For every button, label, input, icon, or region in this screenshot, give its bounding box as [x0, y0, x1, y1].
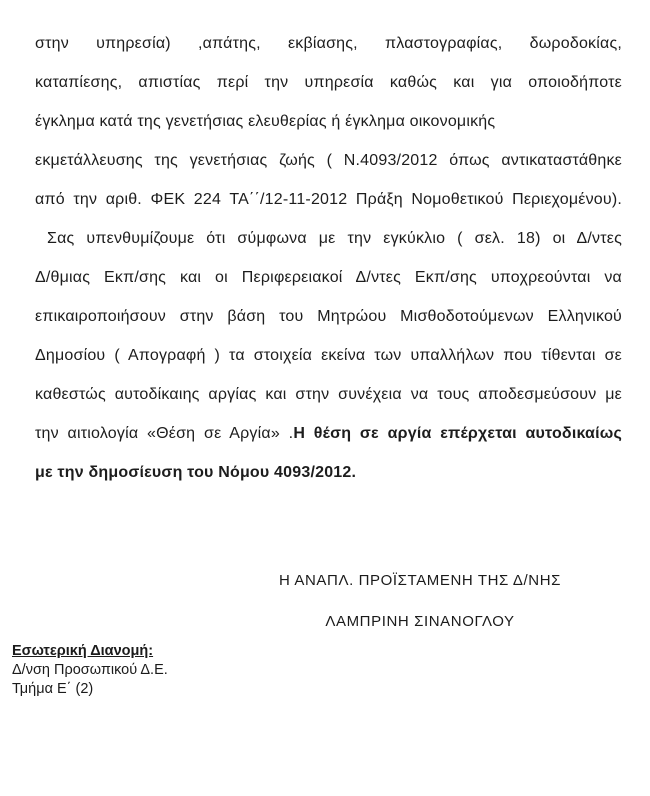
- internal-distribution-items: [12, 661, 168, 699]
- internal-distribution-heading: Εσωτερική Διανομή:: [12, 643, 154, 659]
- body-text: στην υπηρεσία) ,απάτης, εκβίασης, πλαστογραφίας, δωροδοκίας,: [35, 35, 622, 52]
- body-line: [35, 414, 622, 453]
- body-text: εκμετάλλευσης της γενετήσιας ζωής ( Ν.4093/2012 όπως αντικαταστάθηκε: [35, 152, 622, 169]
- body-text: καθεστώς αυτοδίκαιης αργίας και στην συνέχεια να τους αποδεσμεύσουν με: [35, 386, 622, 403]
- body-text: καταπίεσης, απιστίας περί την υπηρεσία καθώς και για οποιοδήποτε: [35, 74, 622, 91]
- body-line: [35, 375, 622, 414]
- body-text: από την αριθ. ΦΕΚ 224 ΤΑ΄΄/12-11-2012 Πράξη Νομοθετικού Περιεχομένου).: [35, 191, 622, 208]
- body-line: [35, 102, 622, 141]
- signatory-title: Η ΑΝΑΠΛ. ΠΡΟΪΣΤΑΜΕΝΗ ΤΗΣ Δ/ΝΗΣ: [279, 572, 561, 589]
- body-line: [35, 297, 622, 336]
- body-text: Σας υπενθυμίζουμε ότι σύμφωνα με την εγκύκλιο ( σελ. 18) οι Δ/ντες: [47, 230, 622, 247]
- signature-block: [258, 572, 582, 630]
- body-text-bold: με την δημοσίευση του Νόμου 4093/2012.: [35, 464, 357, 481]
- body-line: [35, 258, 622, 297]
- body-text: έγκλημα κατά της γενετήσιας ελευθερίας ή έγκλημα οικονομικής: [35, 113, 496, 130]
- body-line: [35, 24, 622, 63]
- body-text: επικαιροποιήσουν στην βάση του Μητρώου Μισθοδοτούμενων Ελληνικού: [35, 308, 622, 325]
- body-text: Δημοσίου ( Απογραφή ) τα στοιχεία εκείνα των υπαλλήλων που τίθενται σε: [35, 347, 622, 364]
- signatory-name: ΛΑΜΠΡΙΝΗ ΣΙΝΑΝΟΓΛΟΥ: [325, 613, 515, 630]
- document-body: [35, 24, 622, 492]
- body-text: την αιτιολογία «Θέση σε Αργία» .: [35, 425, 294, 442]
- body-line: [35, 219, 622, 258]
- internal-distribution-item: Τμήμα Ε΄ (2): [12, 681, 94, 697]
- body-line: [35, 141, 622, 180]
- body-line: [35, 453, 622, 492]
- body-line: [35, 63, 622, 102]
- body-text: Δ/θμιας Εκπ/σης και οι Περιφερειακοί Δ/ντες Εκπ/σης υποχρεούνται να: [35, 269, 622, 286]
- body-text-bold: Η θέση σε αργία επέρχεται αυτοδικαίως: [293, 425, 622, 442]
- body-line: [35, 180, 622, 219]
- internal-distribution-item: Δ/νση Προσωπικού Δ.Ε.: [12, 662, 168, 678]
- body-line: [35, 336, 622, 375]
- internal-distribution-block: [12, 642, 168, 699]
